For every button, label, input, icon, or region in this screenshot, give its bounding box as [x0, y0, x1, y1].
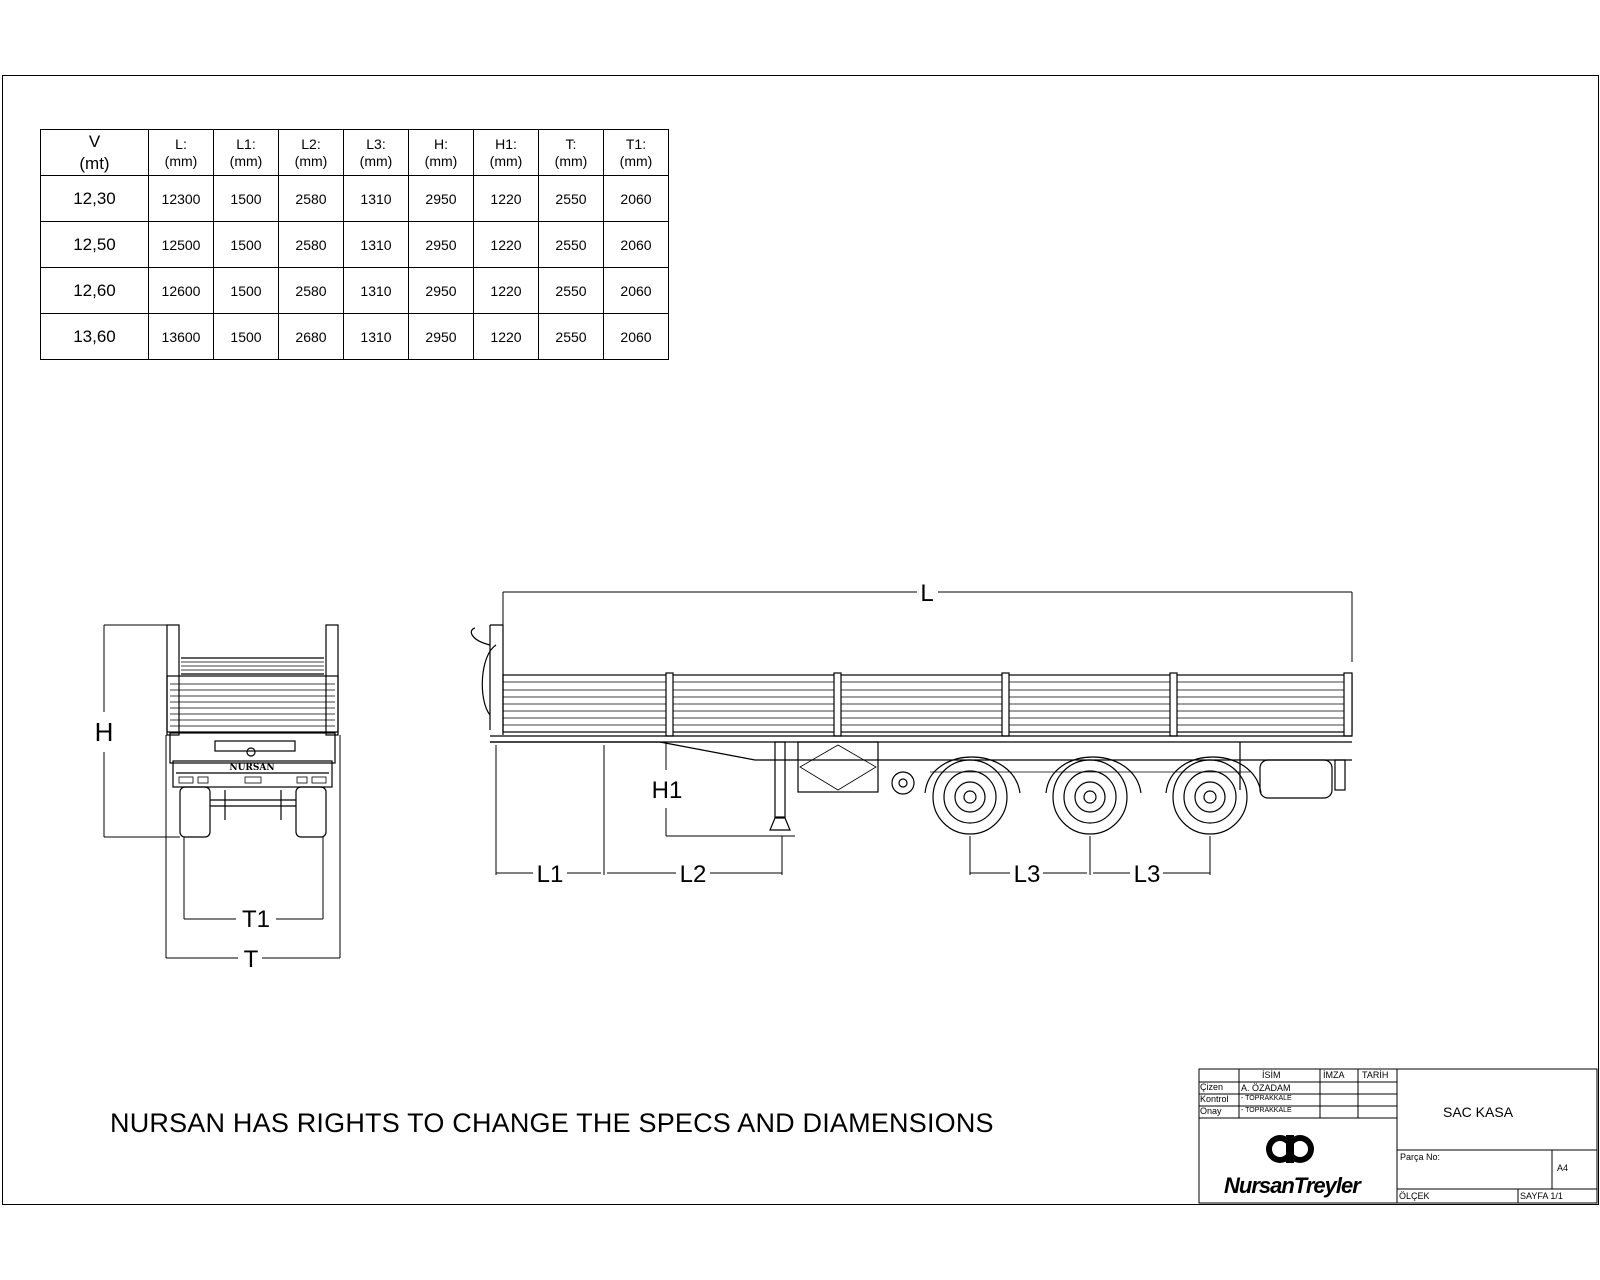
header-name: H1:	[495, 135, 517, 152]
side-panel-ribs	[503, 682, 1352, 725]
table-cell: 13,60	[41, 314, 149, 360]
table-cell: 2580	[279, 268, 344, 314]
title-row-kontrol: Kontrol	[1200, 1094, 1229, 1104]
table-cell: 1310	[344, 176, 409, 222]
table-cell: 1310	[344, 268, 409, 314]
title-col-imza: İMZA	[1323, 1070, 1345, 1080]
table-cell: 1500	[214, 176, 279, 222]
table-cell: 1500	[214, 314, 279, 360]
header-name: H:	[434, 135, 448, 152]
header-unit: (mm)	[619, 152, 653, 169]
title-parca-no-label: Parça No:	[1400, 1152, 1441, 1162]
header-unit: (mm)	[489, 152, 523, 169]
table-cell: 2950	[409, 176, 474, 222]
landing-gear-foot	[770, 818, 790, 830]
table-cell: 12600	[149, 268, 214, 314]
dim-label-l2: L2	[679, 861, 707, 888]
title-col-isim: İSİM	[1262, 1070, 1281, 1080]
table-cell: 2950	[409, 222, 474, 268]
header-name: L3:	[366, 135, 386, 152]
header-name: L1:	[236, 135, 256, 152]
disclaimer-text: NURSAN HAS RIGHTS TO CHANGE THE SPECS AND DIAMENSIONS	[110, 1108, 994, 1138]
dim-label-l: L	[920, 580, 934, 607]
table-cell: 2060	[604, 314, 669, 360]
table-cell: 2680	[279, 314, 344, 360]
title-kontrol-name: - TOPRAKKALE	[1241, 1095, 1292, 1102]
landing-gear-leg	[775, 742, 785, 817]
table-cell: 1220	[474, 176, 539, 222]
dim-label-l3-first: L3	[1013, 861, 1041, 888]
table-cell: 2580	[279, 176, 344, 222]
wheel-3	[1173, 760, 1247, 834]
header-unit: (mm)	[294, 152, 328, 169]
title-row-onay: Onay	[1200, 1106, 1222, 1116]
rear-left-post	[167, 625, 179, 735]
table-cell: 1220	[474, 314, 539, 360]
header-unit: (mm)	[359, 152, 393, 169]
header-unit: (mm)	[229, 152, 263, 169]
rear-light-post	[1335, 760, 1345, 790]
side-dimension-lines	[496, 592, 1352, 875]
title-block	[1197, 1069, 1597, 1203]
table-cell: 2550	[539, 314, 604, 360]
table-cell: 12,60	[41, 268, 149, 314]
wheel-1	[933, 760, 1007, 834]
dim-label-t1: T1	[241, 906, 271, 933]
title-sheet-size: A4	[1557, 1163, 1569, 1173]
title-onay-name: - TOPRAKKALE	[1241, 1107, 1292, 1114]
front-headboard	[490, 625, 503, 735]
header-unit: (mm)	[164, 152, 198, 169]
title-sayfa-label: SAYFA 1/1	[1520, 1191, 1563, 1201]
table-cell: 1220	[474, 268, 539, 314]
table-cell: 1500	[214, 222, 279, 268]
side-stanchions	[666, 673, 1352, 736]
rear-view	[167, 625, 338, 837]
table-cell: 12300	[149, 176, 214, 222]
wheel-2	[1053, 760, 1127, 834]
dim-label-l3-second: L3	[1133, 861, 1161, 888]
table-cell: 2550	[539, 176, 604, 222]
rear-right-post	[326, 625, 338, 735]
title-cizen-name: A. ÖZADAM	[1241, 1083, 1291, 1093]
rear-tailgate	[167, 676, 338, 732]
rear-tailgate-ribs	[170, 684, 335, 726]
title-row-cizen: Çizen	[1200, 1082, 1224, 1092]
dim-label-h1: H1	[651, 777, 683, 804]
header-name: T:	[565, 135, 577, 152]
table-cell: 1310	[344, 222, 409, 268]
header-name: V	[88, 131, 101, 151]
rear-dimension-lines	[104, 625, 340, 958]
rear-right-wheel	[296, 787, 326, 837]
side-panel-body	[503, 675, 1352, 732]
side-toolbox	[798, 742, 878, 792]
table-cell: 12,50	[41, 222, 149, 268]
title-col-tarih: TARİH	[1362, 1070, 1389, 1080]
rear-headboard-slats	[181, 662, 324, 670]
spare-wheel-icon	[892, 772, 914, 794]
table-cell: 2580	[279, 222, 344, 268]
header-name: L2:	[301, 135, 321, 152]
title-olcek-label: ÖLÇEK	[1399, 1191, 1430, 1201]
dim-label-l1: L1	[536, 861, 564, 888]
rear-underride-guard	[1260, 760, 1332, 798]
table-cell: 2060	[604, 268, 669, 314]
header-unit: (mm)	[424, 152, 458, 169]
rear-hitch-icon	[247, 748, 255, 756]
table-cell: 12,30	[41, 176, 149, 222]
rear-lights	[179, 777, 326, 783]
table-cell: 1220	[474, 222, 539, 268]
title-logo-text: NursanTreyler	[1224, 1173, 1360, 1198]
table-cell: 2060	[604, 222, 669, 268]
table-cell: 2950	[409, 268, 474, 314]
title-part-name: SAC KASA	[1443, 1104, 1514, 1120]
front-hook	[471, 628, 490, 645]
side-view	[471, 625, 1352, 834]
rear-left-wheel	[180, 787, 210, 837]
table-cell: 2550	[539, 222, 604, 268]
header-name: L:	[175, 135, 187, 152]
table-cell: 2060	[604, 176, 669, 222]
rear-brand-plate: NURSAN	[229, 763, 275, 773]
dim-label-h: H	[94, 717, 114, 747]
table-cell: 1500	[214, 268, 279, 314]
table-cell: 1310	[344, 314, 409, 360]
table-cell: 13600	[149, 314, 214, 360]
header-unit: (mm)	[554, 152, 588, 169]
dim-label-t: T	[243, 946, 259, 973]
header-name: T1:	[625, 135, 647, 152]
table-cell: 2950	[409, 314, 474, 360]
table-cell: 2550	[539, 268, 604, 314]
header-unit: (mt)	[79, 153, 110, 173]
table-cell: 12500	[149, 222, 214, 268]
